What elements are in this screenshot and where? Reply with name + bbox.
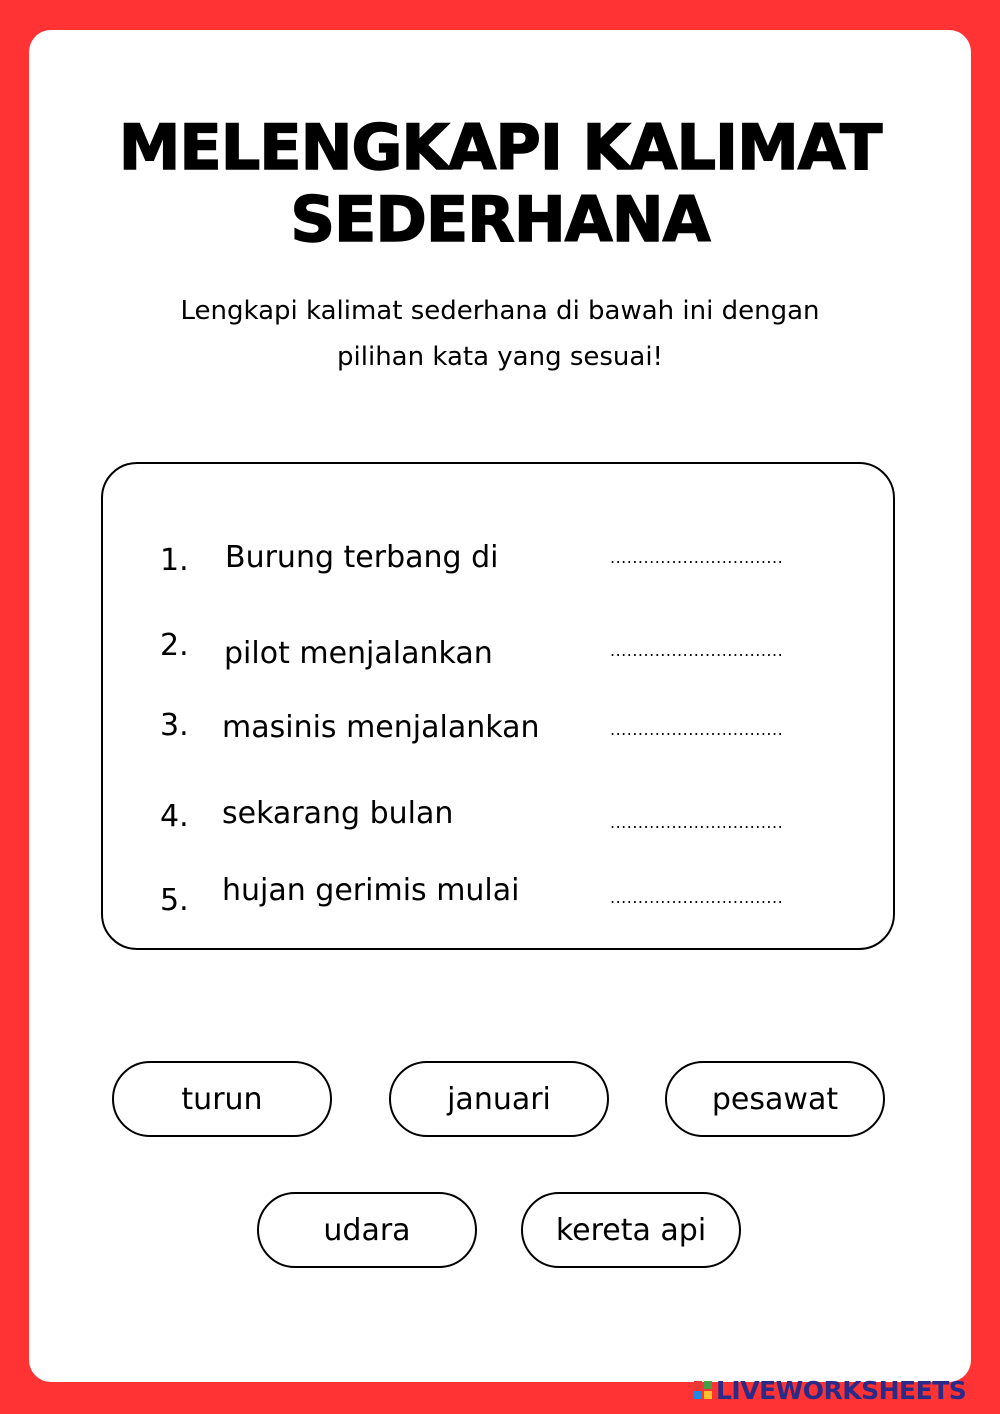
instruction-line-2: pilihan kata yang sesuai! <box>337 342 663 372</box>
instruction-text <box>130 288 870 380</box>
brand-name: LIVEWORKSHEETS <box>716 1375 967 1405</box>
question-number: 5. <box>160 883 189 918</box>
liveworksheets-brand <box>694 1374 966 1406</box>
title-line-2: SEDERHANA <box>290 183 710 256</box>
answer-blank[interactable]: ............................... <box>610 720 784 739</box>
answer-blank[interactable]: ............................... <box>610 813 784 832</box>
liveworksheets-logo-icon <box>694 1381 712 1399</box>
logo-square-l <box>694 1381 702 1389</box>
question-text: hujan gerimis mulai <box>222 873 520 908</box>
logo-square-v <box>694 1391 702 1399</box>
logo-square-e <box>704 1391 712 1399</box>
title-line-1: MELENGKAPI KALIMAT <box>118 111 882 184</box>
question-number: 3. <box>160 708 189 743</box>
answer-blank[interactable]: ............................... <box>610 548 784 567</box>
word-choice-turun[interactable]: turun <box>112 1061 332 1137</box>
instruction-line-1: Lengkapi kalimat sederhana di bawah ini dengan <box>180 296 820 326</box>
question-text: sekarang bulan <box>222 796 454 831</box>
word-choice-januari[interactable]: januari <box>389 1061 609 1137</box>
page-title <box>0 112 1000 256</box>
word-choice-kereta-api[interactable]: kereta api <box>521 1192 741 1268</box>
question-text: Burung terbang di <box>225 540 499 575</box>
answer-blank[interactable]: ............................... <box>610 641 784 660</box>
question-number: 4. <box>160 799 189 834</box>
logo-square-i <box>704 1381 712 1389</box>
word-choice-pesawat[interactable]: pesawat <box>665 1061 885 1137</box>
word-choice-udara[interactable]: udara <box>257 1192 477 1268</box>
question-number: 2. <box>160 628 189 663</box>
question-text: pilot menjalankan <box>224 636 493 671</box>
answer-blank[interactable]: ............................... <box>610 888 784 907</box>
question-number: 1. <box>160 543 189 578</box>
question-text: masinis menjalankan <box>222 710 540 745</box>
